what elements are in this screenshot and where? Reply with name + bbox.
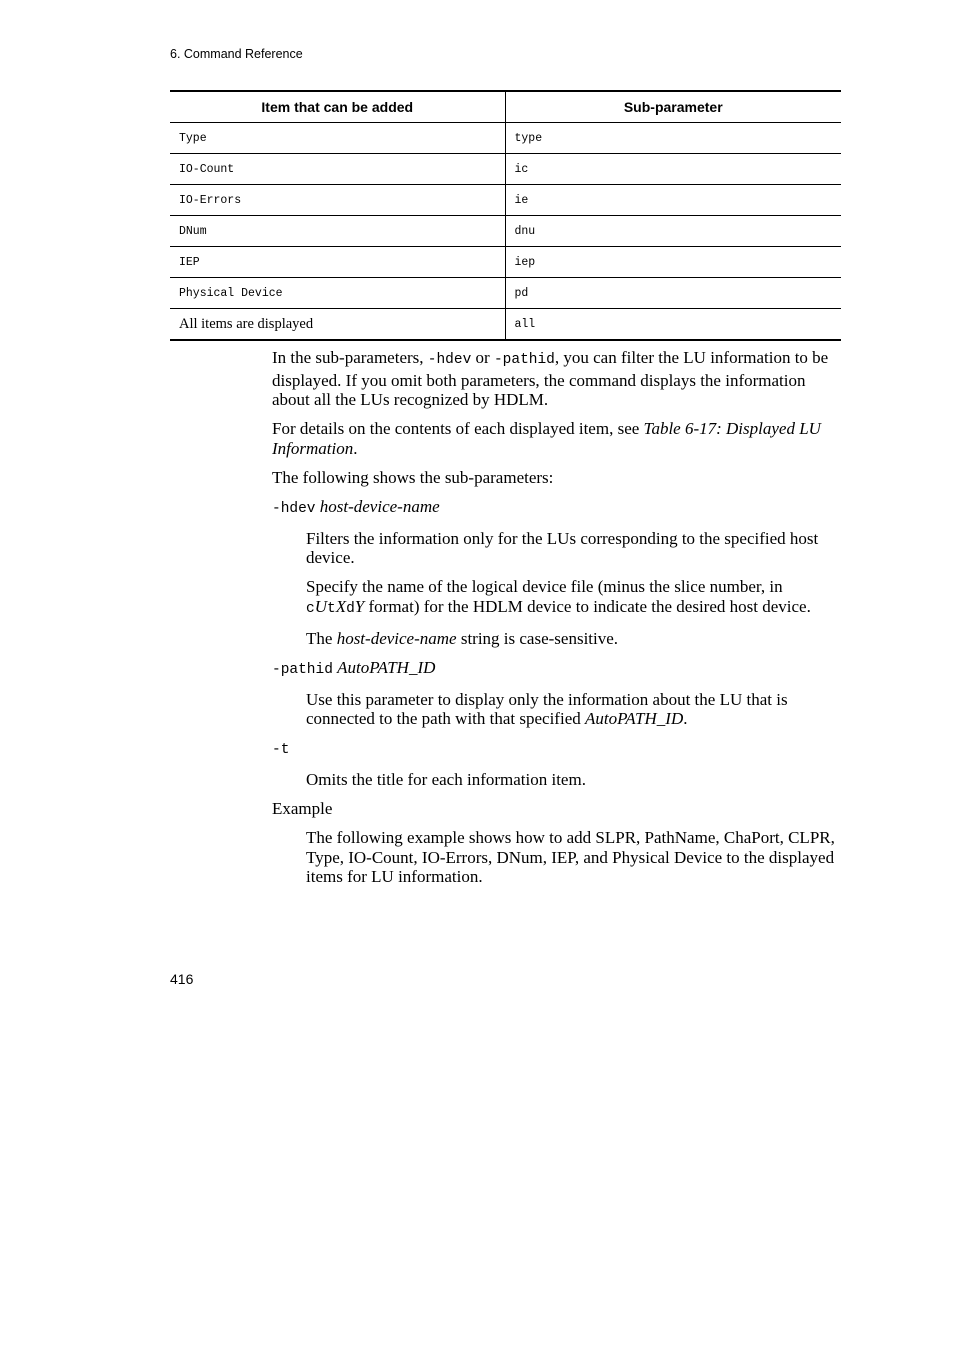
details-paragraph: For details on the contents of each displayed item, see Table 6-17: Displayed LU Information. xyxy=(272,419,821,458)
t-description: Omits the title for each information item. xyxy=(306,770,586,789)
table-row xyxy=(170,309,841,341)
page-number: 416 xyxy=(170,971,194,987)
body-text xyxy=(272,348,842,896)
table-header-row xyxy=(170,91,841,123)
column-header-item: Item that can be added xyxy=(170,91,505,123)
item-cell: IO-Errors xyxy=(170,185,505,216)
hdev-format-description: Specify the name of the logical device file (minus the slice number, in cUtXdY format) for the HDLM device to indicate the desired host device. xyxy=(306,577,811,617)
table-reference: Table 6-17: Displayed LU Information xyxy=(272,419,821,458)
example-description: The following example shows how to add SLPR, PathName, ChaPort, CLPR, Type, IO-Count, IO-Errors, DNum, IEP, and Physical Device to the displayed items for LU information. xyxy=(306,828,835,886)
table-row xyxy=(170,185,841,216)
filter-paragraph: In the sub-parameters, -hdev or -pathid, you can filter the LU information to be displayed. If you omit both parameters, the command displays the information about all the LUs recognized by HDLM. xyxy=(272,348,829,409)
table-row xyxy=(170,278,841,309)
item-cell: All items are displayed xyxy=(170,309,505,341)
item-cell: Type xyxy=(170,123,505,154)
subparams-intro: The following shows the sub-parameters: xyxy=(272,467,554,487)
hdev-case-note: The host-device-name string is case-sensitive. xyxy=(306,628,619,648)
pathid-description: Use this parameter to display only the information about the LU that is connected to the path with that specified AutoPATH_ID. xyxy=(306,689,788,728)
item-cell: IEP xyxy=(170,247,505,278)
running-header: 6. Command Reference xyxy=(170,47,303,61)
items-table xyxy=(170,90,841,341)
subparameter-cell: iep xyxy=(505,247,841,278)
item-cell: Physical Device xyxy=(170,278,505,309)
table-row xyxy=(170,154,841,185)
item-cell: IO-Count xyxy=(170,154,505,185)
subparameter-cell: dnu xyxy=(505,216,841,247)
hdev-term: -hdev host-device-name xyxy=(272,496,440,517)
table-row xyxy=(170,247,841,278)
subparameter-cell: pd xyxy=(505,278,841,309)
item-cell: DNum xyxy=(170,216,505,247)
column-header-subparameter: Sub-parameter xyxy=(505,91,841,123)
t-term: -t xyxy=(272,742,290,758)
subparameter-cell: ic xyxy=(505,154,841,185)
subparameter-cell: type xyxy=(505,123,841,154)
pathid-term: -pathid AutoPATH_ID xyxy=(272,657,436,678)
table-row xyxy=(170,216,841,247)
subparameter-cell: ie xyxy=(505,185,841,216)
hdev-description: Filters the information only for the LUs corresponding to the specified host device. xyxy=(306,528,819,567)
table-row xyxy=(170,123,841,154)
subparameter-cell: all xyxy=(505,309,841,341)
example-heading: Example xyxy=(272,799,333,818)
